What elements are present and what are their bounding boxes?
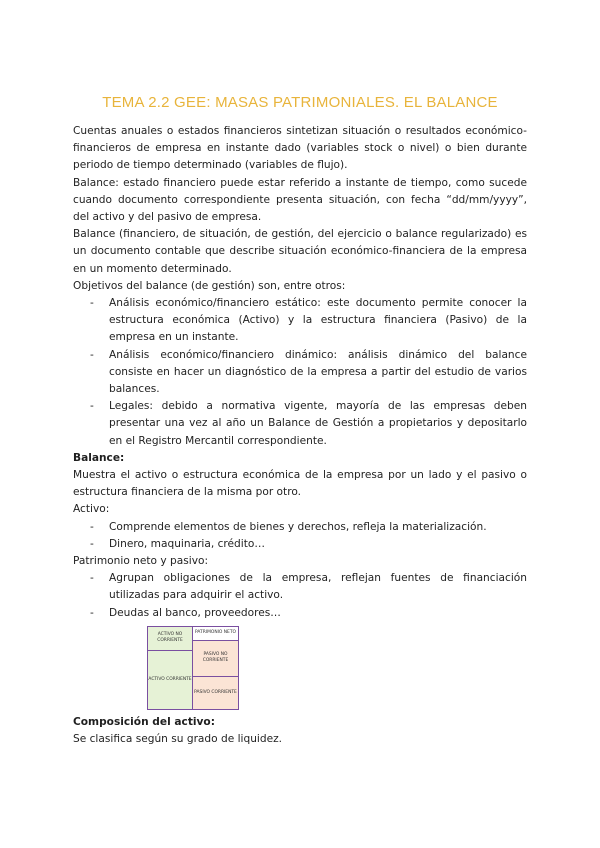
balance-description: Muestra el activo o estructura económica de la empresa por un lado y el pasivo o estructura financiera de la misma por otro. [73,469,527,499]
composicion-heading: Composición del activo: [73,715,215,728]
list-item: - Deudas al banco, proveedores… [73,605,527,622]
pasivo-corriente-label: PASIVO CORRIENTE [194,689,237,695]
activo-label: Activo: [73,503,110,516]
paragraph-cuentas-anuales: Cuentas anuales o estados financieros sintetizan situación o resultados económico-financieros de empresa en instante dado (variables stock o nivel) o bien durante periodo de tiempo determinado (variables de flujo). [73,125,527,172]
list-item: - Análisis económico/financiero dinámico: análisis dinámico del balance consiste en hacer un diagnóstico de la empresa a partir del estudio de varios balances. [73,347,527,399]
activo-corriente-box [147,650,193,710]
pasivo-corriente-box [192,676,239,710]
balance-heading: Balance: [73,451,125,464]
list-item: - Dinero, maquinaria, crédito… [73,536,527,553]
patrimonio-neto-box [192,626,239,641]
list-item: - Análisis económico/financiero estático: este documento permite conocer la estructura económica (Activo) y la estructura financiera (Pasivo) de la empresa en un instante. [73,295,527,347]
patrimonio-neto-label: PATRIMONIO NETO [195,630,236,636]
pasivo-list [73,570,527,622]
page-title: TEMA 2.2 GEE: MASAS PATRIMONIALES. EL BALANCE [102,94,498,111]
document-body [73,123,527,748]
activo-list [73,519,527,553]
paragraph-balance-types: Balance (financiero, de situación, de gestión, del ejercicio o balance regularizado) es un documento contable que describe situación económico-financiera de la empresa en un momento determinado. [73,228,527,275]
balance-diagram [147,626,239,710]
activo-no-corriente-label: ACTIVO NO CORRIENTE [157,632,183,644]
list-item: - Legales: debido a normativa vigente, mayoría de las empresas deben presentar una vez al año un Balance de Gestión a propietarios y depositarlo en el Registro Mercantil correspondiente. [73,398,527,450]
objetivos-list [73,295,527,450]
composicion-description: Se clasifica según su grado de liquidez. [73,733,283,746]
list-item: - Comprende elementos de bienes y derechos, refleja la materialización. [73,519,527,536]
activo-corriente-label: ACTIVO CORRIENTE [148,676,192,682]
activo-no-corriente-box [147,626,193,651]
paragraph-objetivos-intro: Objetivos del balance (de gestión) son, entre otros: [73,279,346,292]
list-item: - Agrupan obligaciones de la empresa, reflejan fuentes de financiación utilizadas para adquirir el activo. [73,570,527,604]
pasivo-label: Patrimonio neto y pasivo: [73,555,209,568]
pasivo-no-corriente-label: PASIVO NO CORRIENTE [202,652,229,664]
paragraph-balance-definition: Balance: estado financiero puede estar referido a instante de tiempo, como sucede cuando documento correspondiente presenta situación, con fecha “dd/mm/yyyy”, del activo y del pasivo de empresa. [73,176,527,224]
pasivo-no-corriente-box [192,640,239,677]
